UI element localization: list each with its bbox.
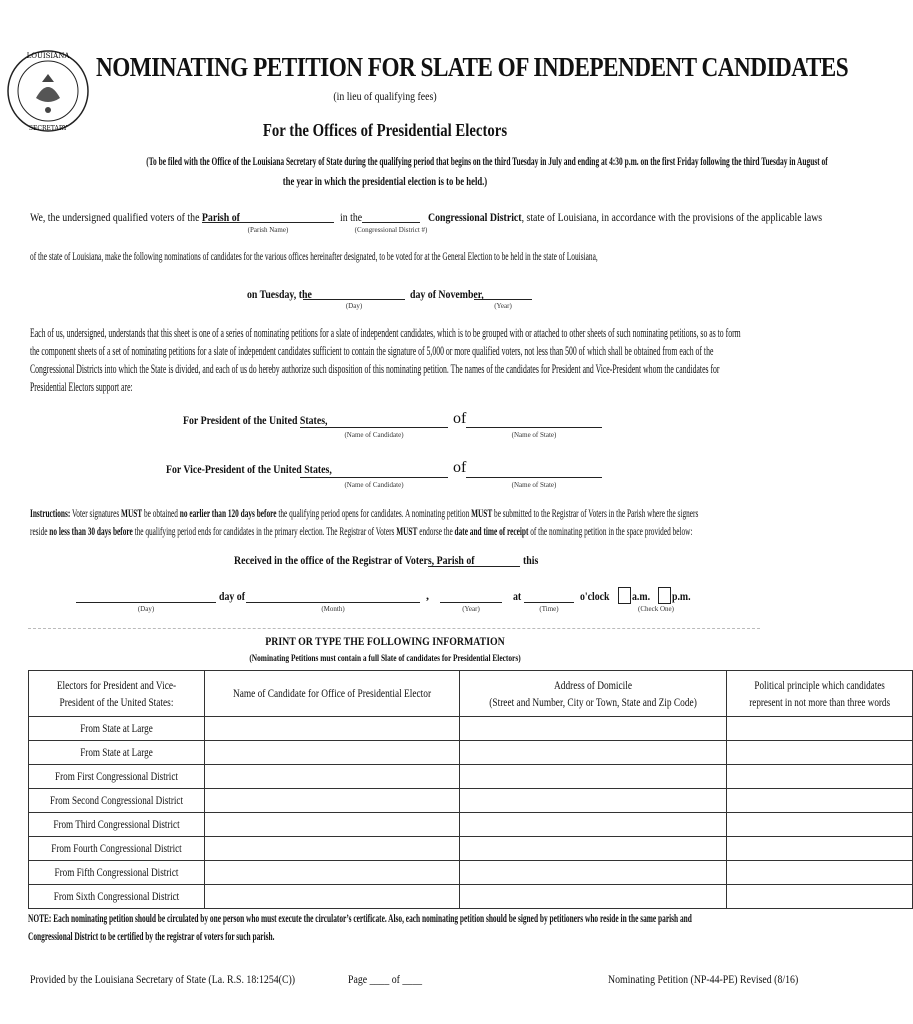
day-of-november-label: day of November, xyxy=(410,287,484,301)
intro-congressional-district: Congressional District xyxy=(428,210,522,224)
table-row xyxy=(29,717,913,741)
check-one-caption: (Check One) xyxy=(638,605,674,613)
election-day-field[interactable] xyxy=(303,299,405,300)
row-principle-cell[interactable] xyxy=(727,861,913,885)
row-candidate-name-cell[interactable] xyxy=(204,717,459,741)
row-candidate-name-cell[interactable] xyxy=(204,813,459,837)
am-label: a.m. xyxy=(632,589,651,603)
vice-president-name-field[interactable] xyxy=(300,477,448,478)
print-section-note: (Nominating Petitions must contain a full Slate of candidates for Presidential Electors) xyxy=(249,653,521,663)
am-checkbox[interactable] xyxy=(618,587,631,604)
president-state-caption: (Name of State) xyxy=(511,431,557,439)
received-time-field[interactable] xyxy=(524,602,574,603)
election-day-caption: (Day) xyxy=(345,302,363,310)
print-section-title: PRINT OR TYPE THE FOLLOWING INFORMATION xyxy=(265,634,505,648)
row-candidate-name-cell[interactable] xyxy=(204,765,459,789)
election-year-caption: (Year) xyxy=(494,302,512,310)
received-year-caption: (Year) xyxy=(462,605,480,613)
president-name-field[interactable] xyxy=(300,427,448,428)
form-subtitle: (in lieu of qualifying fees) xyxy=(333,89,437,103)
received-this: this xyxy=(523,553,539,567)
row-district-label: From State at Large xyxy=(29,741,205,765)
received-comma: , xyxy=(426,588,429,602)
row-address-cell[interactable] xyxy=(460,885,727,909)
received-day-field[interactable] xyxy=(76,602,216,603)
table-row xyxy=(29,837,913,861)
row-address-cell[interactable] xyxy=(460,765,727,789)
pm-label: p.m. xyxy=(672,589,691,603)
filing-note-line1: (To be filed with the Office of the Louisiana Secretary of State during the qualifying period that begins on the third Tuesday in July and ending at 4:30 p.m. on the first Friday following the third Tuesday in August of xyxy=(146,154,828,168)
row-principle-cell[interactable] xyxy=(727,765,913,789)
svg-text:SECRETARY: SECRETARY xyxy=(28,125,68,132)
table-row xyxy=(29,813,913,837)
table-row xyxy=(29,789,913,813)
row-district-label: From Sixth Congressional District xyxy=(29,885,205,909)
parish-name-field[interactable] xyxy=(202,222,334,223)
row-address-cell[interactable] xyxy=(460,837,727,861)
electors-table xyxy=(28,670,913,909)
header-candidate-name: Name of Candidate for Office of Presidential Elector xyxy=(204,671,459,717)
received-day-caption: (Day) xyxy=(137,605,155,613)
row-district-label: From Fifth Congressional District xyxy=(29,861,205,885)
row-district-label: From State at Large xyxy=(29,717,205,741)
row-address-cell[interactable] xyxy=(460,717,727,741)
row-district-label: From Fourth Congressional District xyxy=(29,837,205,861)
vice-president-state-caption: (Name of State) xyxy=(511,481,557,489)
svg-text:LOUISIANA: LOUISIANA xyxy=(26,52,70,60)
row-district-label: From Second Congressional District xyxy=(29,789,205,813)
vice-president-of: of xyxy=(453,459,467,476)
table-row xyxy=(29,861,913,885)
row-principle-cell[interactable] xyxy=(727,789,913,813)
received-month-field[interactable] xyxy=(246,602,420,603)
header-address: Address of Domicile (Street and Number, City or Town, State and Zip Code) xyxy=(460,671,727,717)
footer-provided-by: Provided by the Louisiana Secretary of State (La. R.S. 18:1254(C)) xyxy=(30,972,296,986)
intro-rest: , state of Louisiana, in accordance with the provisions of the applicable laws xyxy=(521,210,823,224)
offices-heading: For the Offices of Presidential Electors xyxy=(262,120,508,140)
row-candidate-name-cell[interactable] xyxy=(204,789,459,813)
vice-president-label: For Vice-President of the United States, xyxy=(166,462,332,476)
row-principle-cell[interactable] xyxy=(727,837,913,861)
election-year-field[interactable] xyxy=(474,299,532,300)
footer-form-number: Nominating Petition (NP-44-PE) Revised (8/16) xyxy=(608,972,799,986)
received-year-field[interactable] xyxy=(440,602,502,603)
district-number-caption: (Congressional District #) xyxy=(354,226,428,234)
received-day-of: day of xyxy=(219,589,245,603)
registrar-parish-field[interactable] xyxy=(428,566,520,567)
president-state-field[interactable] xyxy=(466,427,602,428)
header-electors: Electors for President and Vice- President of the United States: xyxy=(29,671,205,717)
table-row xyxy=(29,765,913,789)
intro-line2: of the state of Louisiana, make the following nominations of candidates for the various offices hereinafter designated, to be voted for at the General Election to be held in the state of Louisiana, xyxy=(30,249,598,263)
received-month-caption: (Month) xyxy=(321,605,345,613)
on-tuesday-label: on Tuesday, the xyxy=(247,287,312,301)
instructions-paragraph: Instructions: Voter signatures MUST be obtained no earlier than 120 days before the qualifying period opens for candidates. A nominating petition MUST be submitted to the Registrar of Voters in the Parish where the signers reside no less than 30 days before the qualifying period ends for candidates in the primary election. The Registrar of Voters MUST endorse the date and time of receipt of the nominating petition in the space provided below: xyxy=(30,506,699,538)
intro-we: We, the undersigned qualified voters of the xyxy=(30,210,202,224)
district-number-field[interactable] xyxy=(362,222,420,223)
president-name-caption: (Name of Candidate) xyxy=(344,431,404,439)
row-principle-cell[interactable] xyxy=(727,741,913,765)
row-candidate-name-cell[interactable] xyxy=(204,885,459,909)
filing-note-line2: the year in which the presidential election is to be held.) xyxy=(282,174,488,188)
vice-president-state-field[interactable] xyxy=(466,477,602,478)
row-principle-cell[interactable] xyxy=(727,885,913,909)
received-at: at xyxy=(513,589,522,603)
row-address-cell[interactable] xyxy=(460,741,727,765)
row-district-label: From First Congressional District xyxy=(29,765,205,789)
row-address-cell[interactable] xyxy=(460,861,727,885)
table-row xyxy=(29,741,913,765)
footer-page-number: Page ____ of ____ xyxy=(348,972,423,986)
row-district-label: From Third Congressional District xyxy=(29,813,205,837)
vice-president-name-caption: (Name of Candidate) xyxy=(344,481,404,489)
president-label: For President of the United States, xyxy=(183,413,328,427)
form-title: NOMINATING PETITION FOR SLATE OF INDEPENDENT CANDIDATES xyxy=(96,52,849,82)
authorization-paragraph: Each of us, undersigned, understands that this sheet is one of a series of nominating petitions for a slate of independent candidates, which is to be grouped with or attached to other sheets of such nominating petitions, so as to form the component sheets of a set of nominating petitions for a slate of independent candidates sufficient to contain the signature of 5,000 or more qualified voters, not less than 500 of which shall be obtained from each of the Congressional Districts into which the State is divided, and each of us do hereby authorize such disposition of this nominating petition. The names of the candidates for President and Vice-President whom the candidates for Presidential Electors support are: xyxy=(30,326,741,394)
row-candidate-name-cell[interactable] xyxy=(204,861,459,885)
intro-in-the: in the xyxy=(340,210,363,224)
row-candidate-name-cell[interactable] xyxy=(204,741,459,765)
header-political-principle: Political principle which candidates represent in not more than three words xyxy=(727,671,913,717)
received-oclock: o'clock xyxy=(580,589,610,603)
president-of: of xyxy=(453,410,467,427)
parish-name-caption: (Parish Name) xyxy=(247,226,289,234)
section-divider xyxy=(28,628,760,629)
received-time-caption: (Time) xyxy=(539,605,559,613)
pm-checkbox[interactable] xyxy=(658,587,671,604)
row-address-cell[interactable] xyxy=(460,789,727,813)
received-label: Received in the office of the Registrar of Voters, Parish of xyxy=(234,553,475,567)
table-row xyxy=(29,885,913,909)
row-principle-cell[interactable] xyxy=(727,813,913,837)
row-candidate-name-cell[interactable] xyxy=(204,837,459,861)
intro-parish-of: Parish of xyxy=(201,210,240,224)
circulator-note: NOTE: Each nominating petition should be circulated by one person who must execute the circulator’s certificate. Also, each nominating petition should be signed by petitioners who reside in the same parish and Congressional District to be certified by the registrar of voters for such parish. xyxy=(28,911,692,943)
row-address-cell[interactable] xyxy=(460,813,727,837)
row-principle-cell[interactable] xyxy=(727,717,913,741)
